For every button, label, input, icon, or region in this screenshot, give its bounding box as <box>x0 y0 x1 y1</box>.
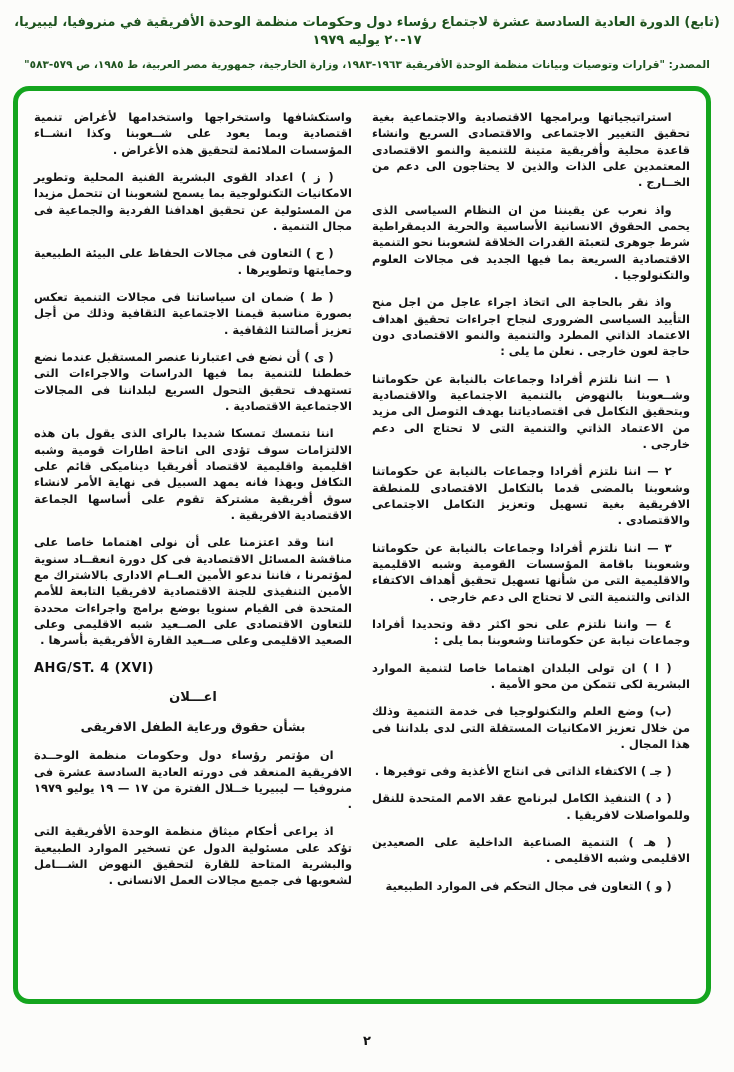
sub-item-d: ( د ) التنفيذ الكامل لبرنامج عقد الامم المتحدة للنقل وللمواصلات لافريقيا . <box>372 791 690 822</box>
sub-item-g: ( ز ) اعداد القوى البشرية الفنية المحلية وتطوير الامكانيات التكنولوجية بما يسمح لشعوبنا ان تتحمل مزيدا من المسئولية عن تحقيق اهدافنا الفردية والجماعية فى مجال التنمية . <box>34 169 352 233</box>
paragraph: اذ يراعى أحكام ميثاق منظمة الوحدة الأفريقية التى تؤكد على مسئولية الدول عن تسخير الموارد الطبيعية والبشرية المتاحة للقارة لتحقيق النهوض الشـــامل لشعوبها فى جميع مجالات العمل الانسانى . <box>34 824 352 888</box>
list-item-2: ٢ — اننا نلتزم أفرادا وجماعات بالنيابة عن حكوماتنا وشعوبنا بالمضى قدما بالتكامل الاقتصادى للمنطقة الافريقية بغية تسهيل وتعزيز التكامل الاجتماعى والاقتصادى . <box>372 464 690 528</box>
sub-item-e: ( هـ ) التنمية الصناعية الداخلية على الصعيدين الاقليمى وشبه الاقليمى . <box>372 835 690 866</box>
page-header <box>10 14 724 73</box>
document-reference-code: AHG/ST. 4 (XVI) <box>34 660 154 676</box>
column-left <box>34 109 352 989</box>
two-column-layout <box>18 91 706 999</box>
paragraph: واذ نقر بالحاجة الى اتخاذ اجراء عاجل من اجل منح التأييد السياسى الضرورى لنجاح اجراءات تحقيق اهداف الاعتماد الذاتي المطرد والتنمية والنمو الاقتصادى دون حاجة لعون خارجى . نعلن ما يلى : <box>372 295 690 359</box>
paragraph: استراتيجياتها وبرامجها الاقتصادية والاجتماعية بغية تحقيق التغيير الاجتماعى والاقتصادى السريع وانشاء قاعدة محلية وأفريقية متينة للتنمية والنمو الاقتصادى المعتمدين على الذات والذين لا يحتاجون الى دعم من الخــارج . <box>372 110 690 190</box>
header-session-title: (تابع) الدورة العادية السادسة عشرة لاجتماع رؤساء دول وحكومات منظمة الوحدة الأفريقية في منروفيا، ليبيريا، ١٧-٢٠ يوليه ١٩٧٩ <box>14 15 720 49</box>
paragraph: واذ نعرب عن يقيننا من ان النظام السياسى الذى يحمى الحقوق الانسانية الأساسية والحرية الديمقراطية شرط جوهرى لتعبئة القدرات الخلاقة لشعوبنا نحو التنمية الاقتصادية السريعة بما فيها الجديد فى مجالات العلوم والتكنولوجيا . <box>372 202 690 282</box>
list-item-3: ٣ — اننا نلتزم أفرادا وجماعات بالنيابة عن حكوماتنا وشعوبنا باقامة المؤسسات القومية وشبه الاقليمية والاقليمية التى من شأنها تسهيل تحقيق أهداف الاكتفاء الذاتى والتنمية التى لا تحتاج الى دعم خارجى . <box>372 540 690 604</box>
list-item-4: ٤ — واننا نلتزم على نحو اكثر دقة وتحديدا أفرادا وجماعات نيابة عن حكوماتنا وشعوبنا بما يلى : <box>372 616 690 648</box>
paragraph: ان مؤتمر رؤساء دول وحكومات منظمة الوحــدة الافريقية المنعقد فى دورته العادية السادسة عشرة فى منروفيا — ليبيريا خــلال الفترة من ١٧ — ١٩ يوليو ١٩٧٩ . <box>34 748 352 812</box>
column-right <box>372 109 690 989</box>
header-source-line: المصدر: "قرارات وتوصيات وبيانات منظمة الوحدة الأفريقية ١٩٦٣-١٩٨٣، وزارة الخارجية، جمهورية مصر العربية، ط ١٩٨٥، ص ٥٧٩-٥٨٣" <box>24 59 710 72</box>
sub-item-f: ( و ) التعاون فى مجال التحكم فى الموارد الطبيعية <box>385 878 672 893</box>
paragraph: اننا وقد اعتزمنا على أن نولى اهتماما خاصا على مناقشة المسائل الاقتصادية فى كل دورة انعقــاد سنوية لمؤتمرنا ، فاننا ندعو الأمين العــام الادارى بالاشتراك مع الأمين التنفيذى للجنة الاقتصادية لافريقيا التابعة للأمم المتحدة فى القيام سنويا بوضع برامج واجراءات محددة للتعاون الاقتصادى على الصــعيد شبه الاقليمى وعلى الصعيد الاقليمى وعلى صــعيد القارة الأفريقية بأسرها . <box>34 535 352 648</box>
sub-item-c: ( جـ ) الاكتفاء الذاتى فى انتاج الأغذية وفى توفيرها . <box>374 764 672 779</box>
paragraph: اننا نتمسك تمسكا شديدا بالراى الذى يقول بان هذه الالتزامات سوف تؤدى الى اتاحة اطارات قومية وشبه اقليمية واقليمية لاقتصاد أفريقيا ديناميكى قائم على التكافل وبهذا فانه يمهد السبيل فى نهاية الأمر لانشاء سوق أفريقية مشتركة تقوم على أساسها الجماعة الاقتصادية الافريقية . <box>34 426 352 522</box>
sub-item-j: ( ى ) أن نضع فى اعتبارنا عنصر المستقبل عندما نضع خططنا للتنمية بما فيها الدراسات والاجراءات التى تستهدف تحقيق التحول السريع لبلداننا فى المجالات الاجتماعية الاقتصادية . <box>34 349 352 413</box>
sub-item-i: ( ط ) ضمان ان سياساتنا فى مجالات التنمية تعكس بصورة مناسبة قيمنا الاجتماعية الثقافية وذلك من أجل تعزيز أصالتنا الثقافية . <box>34 289 352 337</box>
page-number: ٢ <box>363 1034 371 1049</box>
sub-item-a: ( ا ) ان تولى البلدان اهتماما خاصا لتنمية الموارد البشرية لكى تتمكن من محو الأمية . <box>372 660 690 691</box>
paragraph: واستكشافها واستخراجها واستخدامها لأغراض تنمية اقتصادية وبما يعود على شــعوبنا وكذا انشــاء المؤسسات الملائمة لتحقيق هذه الأغراض . <box>34 110 352 157</box>
list-item-1: ١ — اننا نلتزم أفرادا وجماعات بالنيابة عن حكوماتنا وشــعوبنا بالنهوض بالتنمية الاجتماعية والاقتصادية وبتحقيق التكامل فى اقتصادياتنا بهدف التوصل الى مزيد من الاعتماد الذاتي والتنمية التى لا تحتاج الى دعم خارجى . <box>372 371 690 451</box>
sub-item-h: ( ح ) التعاون فى مجالات الحفاظ على البيئة الطبيعية وحمايتها وتطويرها . <box>34 246 352 277</box>
document-border-box <box>13 86 711 1004</box>
declaration-subheading: بشأن حقوق ورعاية الطفل الافريقى <box>80 719 306 735</box>
declaration-heading: اعـــلان <box>169 689 217 705</box>
sub-item-b: (ب) وضع العلم والتكنولوجيا فى خدمة التنمية وذلك من خلال تعزيز الامكانيات المستقلة التى لدى بلداننا فى هذا المجال . <box>372 704 690 751</box>
